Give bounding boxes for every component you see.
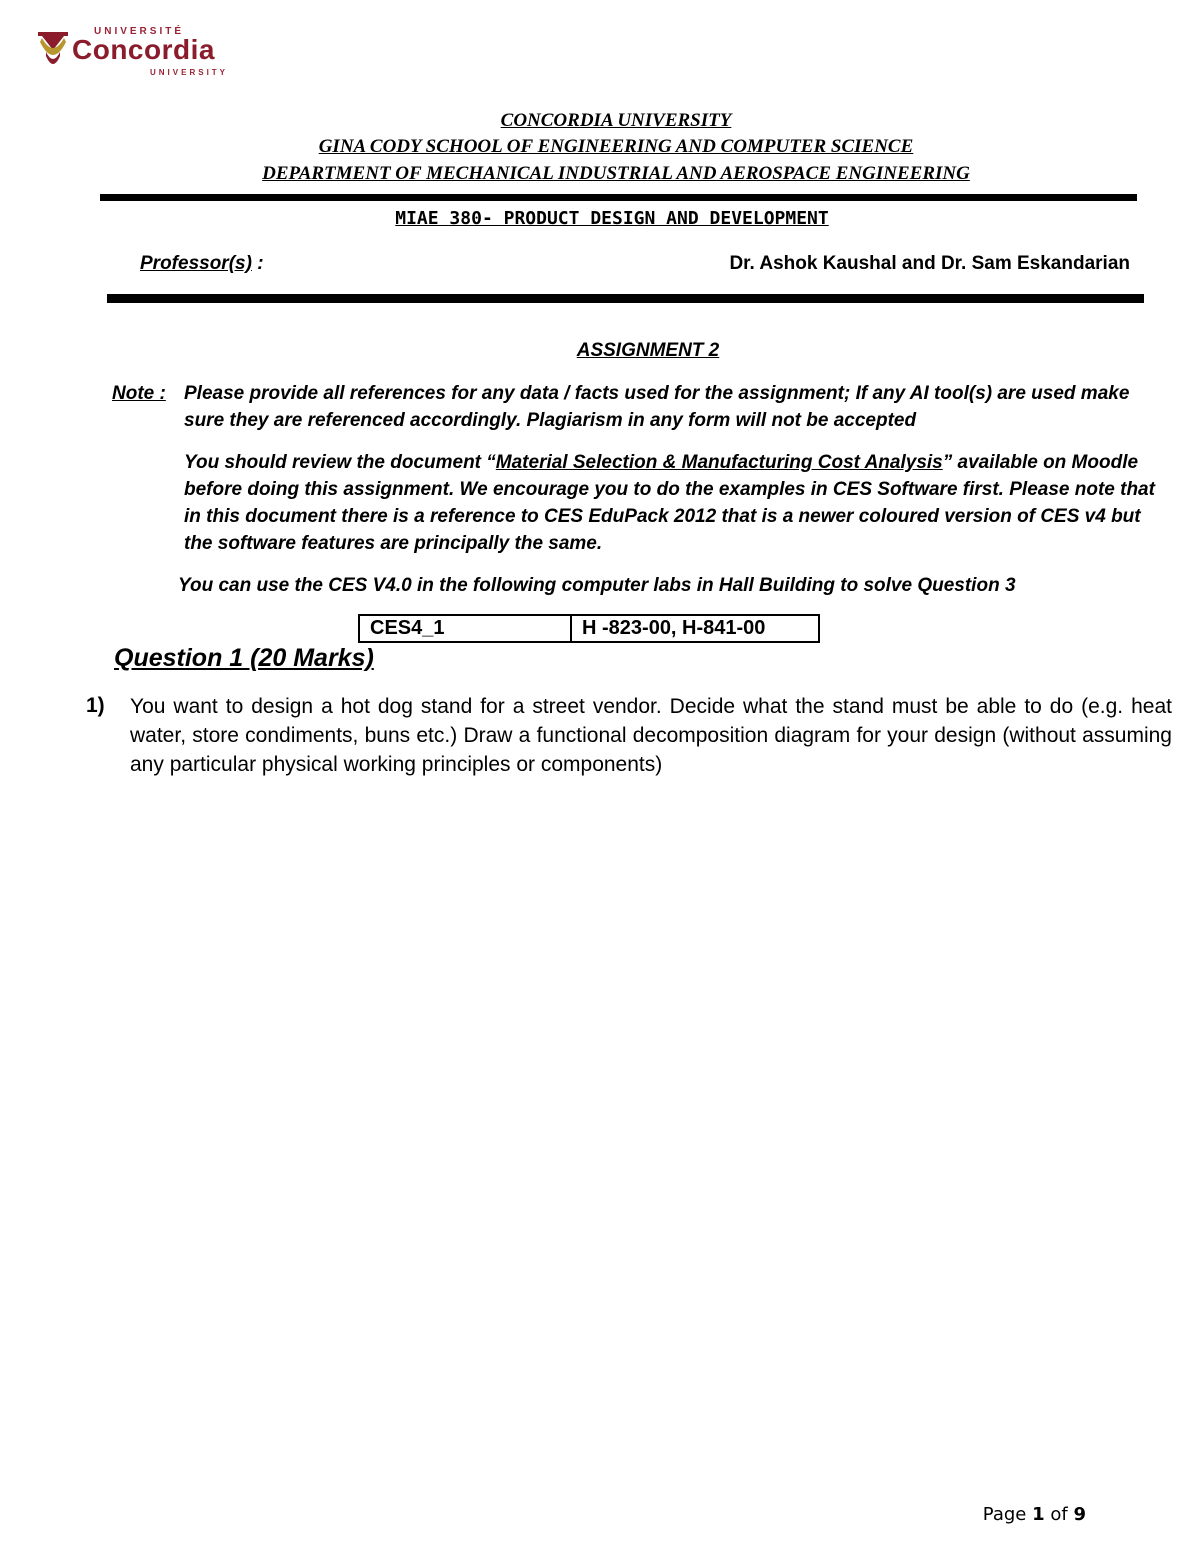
question-item-number: 1) [86,694,105,717]
course-divider [107,294,1144,303]
lab-software-cell: CES4_1 [359,615,571,642]
question-item-text: You want to design a hot dog stand for a street vendor. Decide what the stand must be able to do (e.g. heat water, store condiments, buns etc.) Draw a functional decomposition diagram for your design (without assuming any particular physical working principles or components) [130,695,1172,776]
university-name: CONCORDIA UNIVERSITY [500,110,732,131]
concordia-logo [36,26,246,82]
professor-label: Professor(s) : [140,253,264,274]
header-divider [100,194,1137,201]
school-name: GINA CODY SCHOOL OF ENGINEERING AND COMPUTER SCIENCE [318,136,914,157]
assignment-title: ASSIGNMENT 2 [576,340,720,361]
logo-top-text: UNIVERSITÉ [94,26,185,37]
lab-table [358,614,820,643]
question-1-heading: Question 1 (20 Marks) [114,644,374,672]
note-text: Please provide all references for any data / facts used for the assignment; If any AI tool(s) are used make sure they are referenced accordingly. Plagiarism in any form will not be accepted [184,383,1130,431]
table-row [359,615,819,642]
note-label: Note : [112,383,166,404]
labs-info: You can use the CES V4.0 in the following computer labs in Hall Building to solve Question 3 [178,575,1016,596]
page-number: Page 1 of 9 [982,1504,1086,1525]
review-document-title: Material Selection & Manufacturing Cost Analysis [495,452,943,473]
concordia-shield-icon [36,28,70,72]
logo-main-text: Concordia [72,34,215,65]
professor-names: Dr. Ashok Kaushal and Dr. Sam Eskandarian [729,253,1130,274]
logo-bottom-text: UNIVERSITY [150,68,229,77]
course-title: MIAE 380- PRODUCT DESIGN AND DEVELOPMENT [395,208,829,229]
review-paragraph: You should review the document “Material Selection & Manufacturing Cost Analysis” available on Moodle before doing this assignment. We encourage you to do the examples in CES Software first. Please note that in this document there is a reference to CES EduPack 2012 that is a newer coloured version of CES v4 but the software features are principally the same. [184,452,1155,554]
department-name: DEPARTMENT OF MECHANICAL INDUSTRIAL AND AEROSPACE ENGINEERING [262,163,970,184]
lab-rooms-cell: H -823-00, H-841-00 [571,615,819,642]
